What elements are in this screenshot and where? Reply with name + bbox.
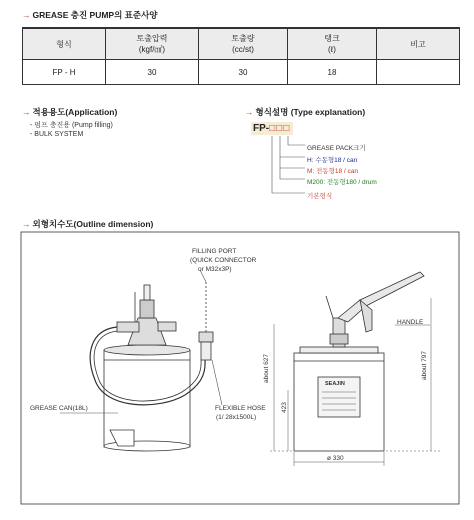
- label-grease-can: GREASE CAN(18L): [30, 405, 88, 412]
- type-label-base: 기본형식: [307, 193, 333, 200]
- outline-heading-text: 외형치수도(Outline dimension): [32, 219, 154, 229]
- application-heading-text: 적용용도(Application): [32, 107, 118, 117]
- drawing-frame: [21, 232, 459, 504]
- arrow-icon: →: [22, 219, 31, 229]
- page-title-text: GREASE 충진 PUMP의 표준사양: [32, 10, 158, 20]
- type-code-boxes: □□□: [269, 123, 291, 134]
- table-cell: 30: [199, 60, 288, 85]
- label-330: ø 330: [327, 455, 344, 462]
- label-filling-port: FILLING PORT: [192, 248, 237, 255]
- table-cell: 30: [106, 60, 199, 85]
- type-explanation-heading-text: 형식설명 (Type explanation): [255, 107, 366, 117]
- leader-hose: [212, 360, 222, 405]
- header-cell: 탱크 (ℓ): [288, 28, 377, 60]
- right-view: [294, 272, 424, 451]
- label-brand: SEAJIN: [325, 381, 345, 387]
- header-cell: 토출압력 (kgf/㎠): [106, 28, 199, 60]
- table-cell: FP - H: [23, 60, 106, 85]
- arrow-icon: →: [22, 10, 31, 20]
- label-flexible-hose: FLEXIBLE HOSE: [215, 405, 266, 412]
- type-label-m200: M200: 전동형180 / drum: [307, 179, 377, 186]
- label-quick-connector: (QUICK CONNECTOR: [190, 257, 257, 264]
- arrow-icon: →: [22, 107, 31, 117]
- type-leader-lines: [272, 136, 305, 193]
- label-m32: or M32x3P): [198, 266, 232, 273]
- label-hose-size: (1/ 28x1500L): [216, 414, 257, 421]
- label-handle: HANDLE: [397, 319, 424, 326]
- application-item: - BULK SYSTEM: [30, 131, 84, 138]
- application-item: - 펌프 충진용 (Pump filling): [30, 122, 113, 129]
- label-423: 423: [280, 402, 288, 413]
- header-cell: 비고: [377, 28, 460, 60]
- table-cell: 18: [288, 60, 377, 85]
- type-label-m: M: 전동형18 / can: [307, 168, 358, 175]
- label-about-627: about 627: [262, 354, 270, 383]
- type-label-h: H: 수동형18 / can: [307, 157, 358, 164]
- type-label-pack: GREASE PACK크기: [307, 145, 366, 152]
- header-cell: 형식: [23, 28, 106, 60]
- header-cell: 토출량 (cc/st): [199, 28, 288, 60]
- type-code-prefix: FP-: [253, 123, 270, 134]
- label-about-797: about 797: [420, 351, 428, 380]
- arrow-icon: →: [245, 107, 254, 117]
- left-view: [90, 282, 213, 451]
